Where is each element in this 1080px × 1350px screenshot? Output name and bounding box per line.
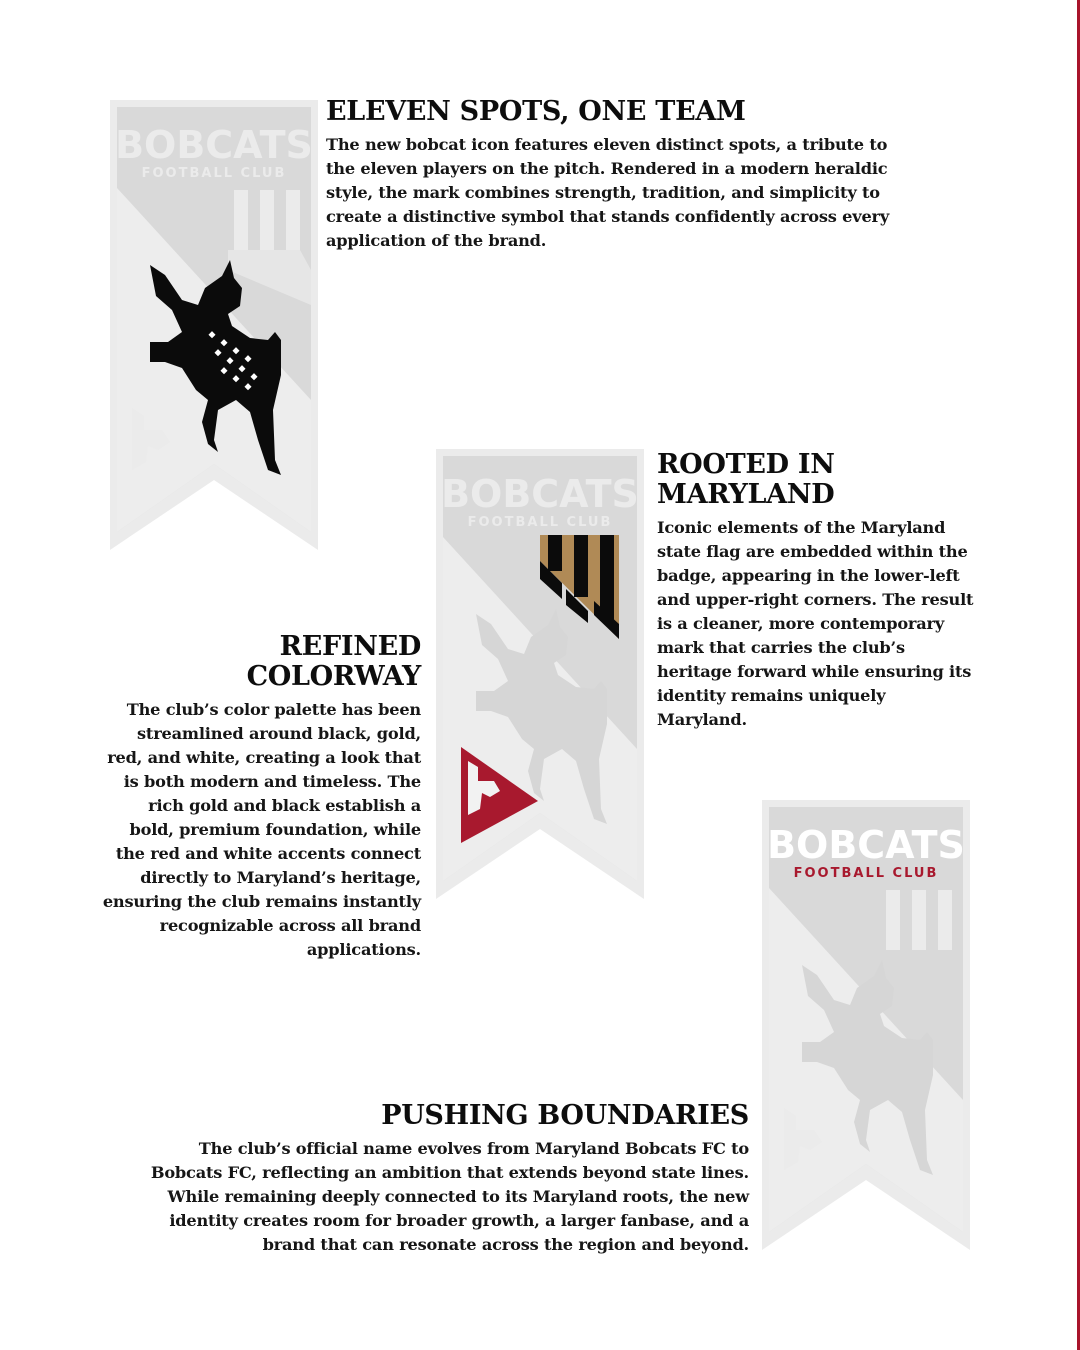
section-pushing-boundaries: [140, 1101, 749, 1257]
section-body: Iconic elements of the Maryland state flag are embedded within the badge, appearing in the lower-left and upper-right corners. The result is a cleaner, more contemporary mark that carries the club’s heritage forward while ensuring its identity remains uniquely Maryland.: [657, 518, 974, 729]
section-body: The club’s color palette has been streamlined around black, gold, red, and white, creating a look that is both modern and timeless. The rich gold and black establish a bold, premium foundation, while the red and white accents connect directly to Maryland’s heritage, ensuring the club remains instantly recognizable across all brand applications.: [102, 700, 421, 959]
badge-bobcat-black-graphic: [110, 100, 318, 550]
section-body: The new bobcat icon features eleven distinct spots, a tribute to the eleven players on the pitch. Rendered in a modern heraldic style, the mark combines strength, tradition, and simplicity to create a distinctive symbol that stands confidently across every application of the brand.: [326, 135, 890, 250]
section-body: The club’s official name evolves from Maryland Bobcats FC to Bobcats FC, reflecting an ambition that extends beyond state lines. While remaining deeply connected to its Maryland roots, the new identity creates room for broader growth, a larger fanbase, and a brand that can resonate across the region and beyond.: [150, 1139, 749, 1254]
badge-flag-colors-graphic: [436, 449, 644, 899]
badge-bobcat-black: [110, 100, 318, 550]
section-title: ELEVEN SPOTS, ONE TEAM: [326, 96, 746, 127]
section-eleven-spots: [326, 97, 926, 253]
section-title: REFINED COLORWAY: [246, 631, 421, 692]
badge-subtitle: FOOTBALL CLUB: [141, 166, 287, 181]
badge-wordmark: BOBCATS: [767, 823, 965, 867]
badge-wordmark: BOBCATS: [115, 123, 313, 167]
badge-flag-colors: [436, 449, 644, 899]
badge-red-wordmark: [762, 800, 970, 1250]
section-refined-colorway: [100, 632, 421, 962]
badge-subtitle: FOOTBALL CLUB: [467, 515, 613, 530]
section-title: PUSHING BOUNDARIES: [381, 1100, 749, 1131]
badge-wordmark: BOBCATS: [441, 472, 639, 516]
badge-subtitle: FOOTBALL CLUB: [793, 866, 939, 881]
badge-red-wordmark-graphic: [762, 800, 970, 1250]
section-title: ROOTED IN MARYLAND: [657, 449, 835, 510]
section-rooted-in-maryland: [657, 450, 987, 732]
